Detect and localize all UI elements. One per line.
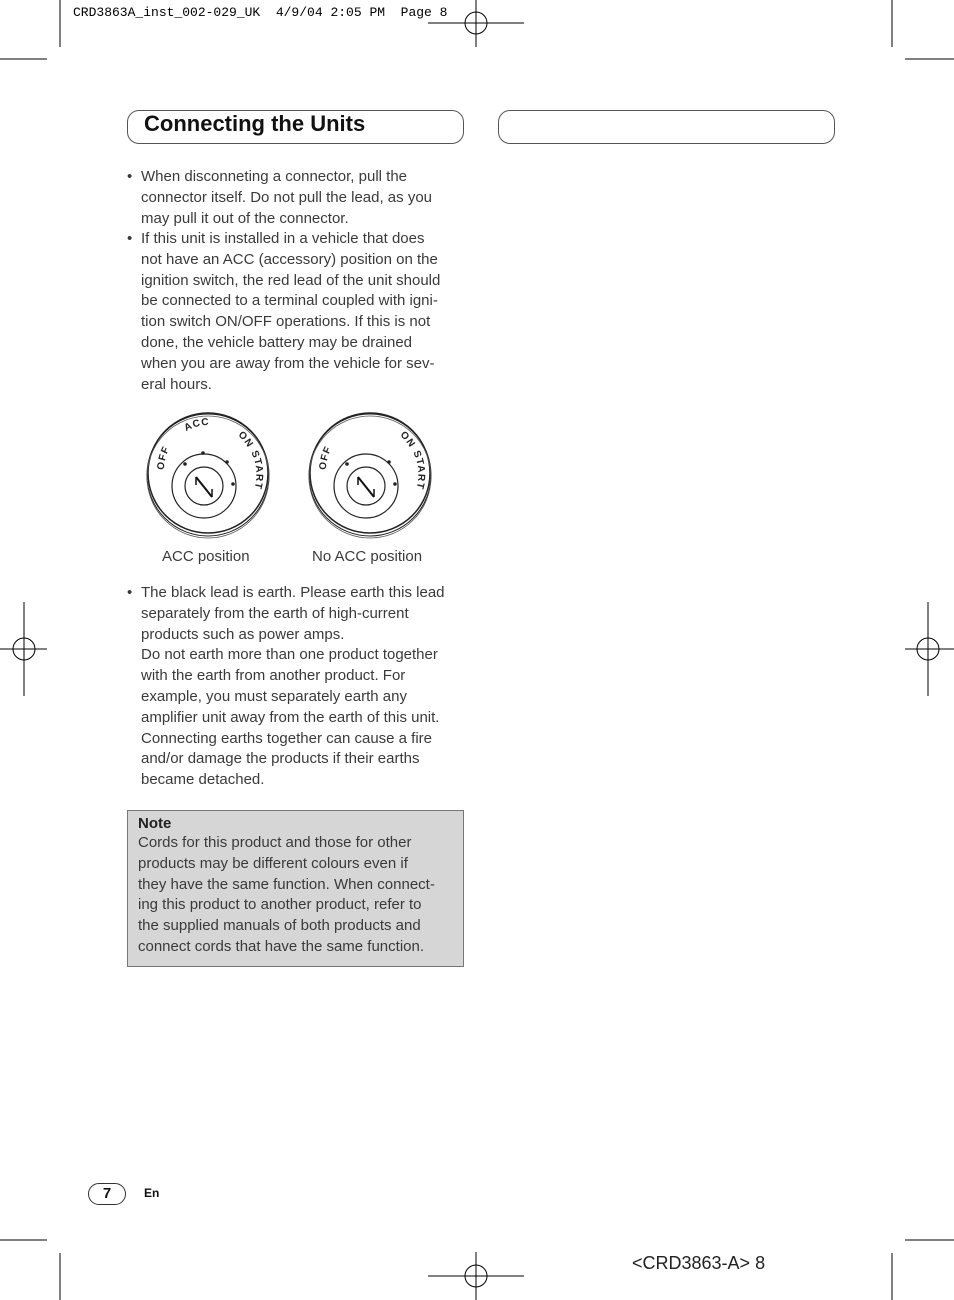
text-line: connect cords that have the same function. [138, 937, 425, 955]
text-line: separately from the earth of high-current [141, 604, 409, 622]
caption-acc: ACC position [162, 548, 250, 565]
text-line: ignition switch, the red lead of the unit should [141, 271, 441, 289]
text-line: When disconneting a connector, pull the [141, 168, 408, 185]
bullet-symbol: • [127, 584, 133, 601]
label-off: OFF [155, 444, 173, 471]
note-body [138, 833, 458, 958]
ignition-switch-acc-icon [140, 405, 275, 540]
text-line: products may be different colours even if [138, 854, 408, 872]
text-line: Cords for this product and those for other [138, 834, 412, 851]
bullet-disconnect-text [141, 167, 471, 229]
text-line: The black lead is earth. Please earth this lead [141, 584, 445, 601]
text-line: may pull it out of the connector. [141, 209, 349, 227]
text-line: not have an ACC (accessory) position on the [141, 250, 438, 268]
document-reference: <CRD3863-A> 8 [632, 1253, 766, 1273]
text-line: ing this product to another product, refer to [138, 896, 422, 914]
label-start: START [410, 449, 427, 491]
label-off: OFF [317, 444, 335, 471]
section-title: Connecting the Units [144, 111, 366, 136]
text-line: they have the same function. When connect- [138, 875, 435, 893]
text-line: amplifier unit away from the earth of this unit. [141, 708, 440, 726]
text-line: eral hours. [141, 375, 212, 393]
text-line: with the earth from another product. For [141, 667, 406, 685]
bullet-symbol: • [127, 230, 133, 247]
label-acc: ACC [182, 416, 210, 434]
text-line: Do not earth more than one product together [141, 646, 438, 664]
label-on: ON [397, 429, 418, 450]
label-start: START [248, 449, 265, 491]
ignition-switch-no-acc-icon [302, 405, 437, 540]
text-line: the supplied manuals of both products and [138, 917, 421, 935]
bullet-earth-text [141, 583, 471, 791]
text-line: done, the vehicle battery may be drained [141, 333, 413, 351]
language-label: En [144, 1186, 160, 1200]
text-line: be connected to a terminal coupled with igni- [141, 292, 438, 310]
text-line: tion switch ON/OFF operations. If this is not [141, 313, 431, 331]
empty-title-frame [498, 110, 835, 144]
text-line: products such as power amps. [141, 625, 345, 643]
text-line: Connecting earths together can cause a fire [141, 729, 433, 747]
note-title: Note [138, 815, 172, 832]
text-line: became detached. [141, 771, 265, 789]
label-on: ON [235, 429, 256, 450]
text-line: and/or damage the products if their earths [141, 750, 420, 768]
print-slug: CRD3863A_inst_002-029_UK 4/9/04 2:05 PM Page 8 [73, 5, 448, 20]
text-line: example, you must separately earth any [141, 687, 407, 705]
bullet-symbol: • [127, 168, 133, 185]
text-line: when you are away from the vehicle for sev- [141, 354, 435, 372]
caption-no-acc: No ACC position [312, 548, 423, 565]
text-line: connector itself. Do not pull the lead, as you [141, 188, 433, 206]
text-line: If this unit is installed in a vehicle that does [141, 230, 425, 247]
bullet-acc-text [141, 229, 471, 395]
page-number: 7 [88, 1183, 126, 1205]
